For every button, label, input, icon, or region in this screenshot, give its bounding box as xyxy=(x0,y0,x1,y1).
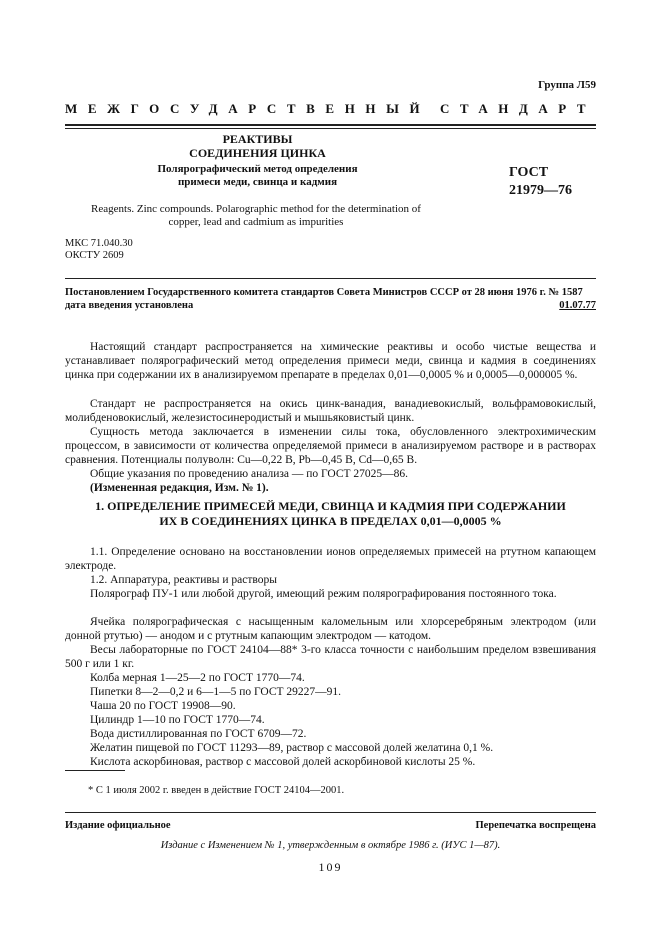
intro-paragraph-1: Настоящий стандарт распространяется на химические реактивы и особо чистые вещества и устанавливает полярографический метод определения примеси меди, свинца и кадмия в соединениях цинка при содержании их в анализируемом препарате в пределах 0,01—0,0005 % и 0,0005—0,000005 %. xyxy=(65,341,596,382)
subtitle-line-1: Полярографический метод определения xyxy=(157,163,358,175)
body-paragraph-7: Пипетки 8—2—0,2 и 6—1—5 по ГОСТ 29227—91. xyxy=(90,686,342,698)
banner-rule-thin xyxy=(65,128,596,129)
document-title xyxy=(140,132,375,160)
gost-label: ГОСТ xyxy=(509,165,549,180)
body-paragraph-11: Желатин пищевой по ГОСТ 11293—89, раствор с массовой долей желатина 0,1 %. xyxy=(90,742,494,754)
effective-date: 01.07.77 xyxy=(559,300,596,311)
decree-text xyxy=(65,286,596,312)
body-paragraph-6: Колба мерная 1—25—2 по ГОСТ 1770—74. xyxy=(90,672,305,684)
banner-standard: СТАНДАРТ xyxy=(439,101,596,116)
body-paragraph-1: 1.1. Определение основано на восстановлении ионов определяемых примесей на ртутном капающем электроде. xyxy=(65,546,596,573)
classification-codes xyxy=(65,238,133,262)
body-paragraph-10: Вода дистиллированная по ГОСТ 6709—72. xyxy=(90,728,307,740)
intro-paragraph-2: Стандарт не распространяется на окись цинк-ванадия, ванадиевокислый, вольфрамовокислый, молибденовокислый, железистосинеродистый и мышьяковистый цинк. xyxy=(65,398,596,425)
edition-changes-note: Издание с Изменением № 1, утвержденным в октябре 1986 г. (ИУС 1—87). xyxy=(160,840,501,851)
decree-line-2: дата введения установлена xyxy=(65,300,194,311)
subtitle-line-2: примеси меди, свинца и кадмия xyxy=(177,176,338,188)
okstu-code: ОКСТУ 2609 xyxy=(65,250,124,261)
group-code: Группа Л59 xyxy=(538,79,596,91)
body-paragraph-2: 1.2. Аппаратура, реактивы и растворы xyxy=(90,574,277,586)
section-heading-line-2: ИХ В СОЕДИНЕНИЯХ ЦИНКА В ПРЕДЕЛАХ 0,01—0,0005 % xyxy=(159,514,502,528)
section-heading-line-1: 1. ОПРЕДЕЛЕНИЕ ПРИМЕСЕЙ МЕДИ, СВИНЦА И КАДМИЯ ПРИ СОДЕРЖАНИИ xyxy=(95,499,566,513)
header-divider xyxy=(65,278,596,279)
intro-paragraph-4: Общие указания по проведению анализа — по ГОСТ 27025—86. xyxy=(90,468,409,480)
revision-note: (Измененная редакция, Изм. № 1). xyxy=(90,482,269,494)
footnote-rule xyxy=(65,770,125,771)
title-line-1: РЕАКТИВЫ xyxy=(222,132,293,146)
banner-interstate: МЕЖГОСУДАРСТВЕННЫЙ xyxy=(65,101,431,116)
section-heading xyxy=(65,499,596,529)
reprint-prohibited-label: Перепечатка воспрещена xyxy=(475,820,596,831)
page-number: 109 xyxy=(318,860,343,874)
footer-divider xyxy=(65,812,596,813)
gost-number xyxy=(509,164,572,200)
body-paragraph-5: Весы лабораторные по ГОСТ 24104—88* 3-го класса точности с наибольшим пределом взвешивания 500 г или 1 кг. xyxy=(65,644,596,671)
gost-code: 21979—76 xyxy=(509,183,572,198)
title-line-2: СОЕДИНЕНИЯ ЦИНКА xyxy=(189,146,326,160)
official-edition-label: Издание официальное xyxy=(65,820,171,831)
intro-paragraph-3: Сущность метода заключается в изменении силы тока, обусловленного электрохимическим процессом, в зависимости от количества определяемой примеси в анализируемом растворе и в растворах сравнения. Потенциалы полуволн: Cu—0,22 В, Pb—0,45 В, Cd—0,65 В. xyxy=(65,426,596,467)
body-paragraph-8: Чаша 20 по ГОСТ 19908—90. xyxy=(90,700,236,712)
body-paragraph-3: Полярограф ПУ-1 или любой другой, имеющий режим полярографирования постоянного тока. xyxy=(90,588,557,600)
body-paragraph-9: Цилиндр 1—10 по ГОСТ 1770—74. xyxy=(90,714,265,726)
english-title xyxy=(60,203,452,229)
decree-line-1: Постановлением Государственного комитета стандартов Совета Министров СССР от 28 июня 1976 г. № 1587 xyxy=(65,287,583,298)
english-title-line-2: copper, lead and cadmium as impurities xyxy=(168,216,344,228)
body-paragraph-12: Кислота аскорбиновая, раствор с массовой долей аскорбиновой кислоты 25 %. xyxy=(90,756,476,768)
english-title-line-1: Reagents. Zinc compounds. Polarographic method for the determination of xyxy=(91,203,421,215)
mks-code: МКС 71.040.30 xyxy=(65,238,133,249)
footnote: * С 1 июля 2002 г. введен в действие ГОСТ 24104—2001. xyxy=(88,785,345,796)
banner-rule-thick xyxy=(65,124,596,126)
standard-banner xyxy=(65,101,596,121)
body-paragraph-4: Ячейка полярографическая с насыщенным каломельным или хлорсеребряным электродом (или донной ртутью) — анодом и с ртутным капающим электродом — катодом. xyxy=(65,616,596,643)
document-subtitle xyxy=(120,163,395,189)
